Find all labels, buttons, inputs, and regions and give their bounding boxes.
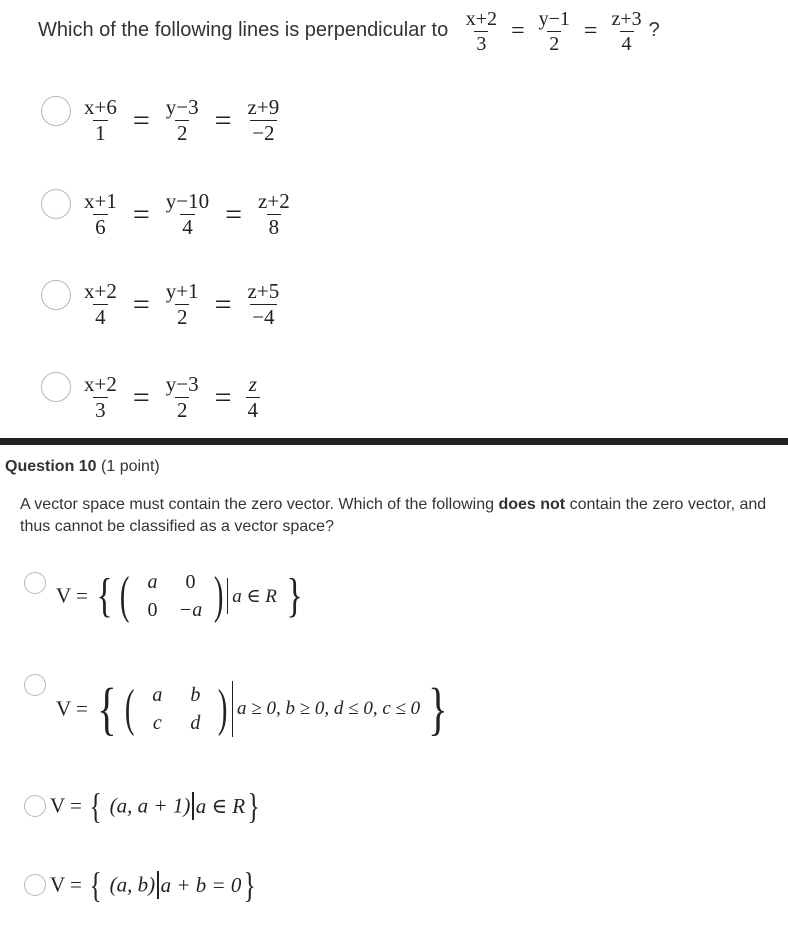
option-4-equation: $\frac{x+2}{3}$ = $\frac{y-3}{2}$ = $\frac{z}{4}$ (84, 372, 259, 422)
q10-option-3-radio[interactable] (24, 795, 46, 817)
q10-option-1-radio[interactable] (24, 572, 46, 594)
question-10-text: A vector space must contain the zero vector. Which of the following does not contain the zero vector, and thus cannot be classified as a vector space? (20, 496, 767, 535)
equals-sign: = (583, 18, 598, 45)
equation-term-z: $\frac{z+3}{4}$ (611, 7, 642, 55)
option-1-radio[interactable] (41, 96, 71, 126)
q10-option-2-math: V = { ( a b c d ) a ≥ 0, b ≥ 0, d ≤ 0, c ≤ 0 } (56, 676, 448, 741)
q10-option-4-math: V = { (a, b) a + b = 0} (50, 865, 257, 905)
question-10-header (5, 458, 160, 476)
option-3-radio[interactable] (41, 280, 71, 310)
equals-sign: = (511, 18, 525, 45)
q10-option-2-radio[interactable] (24, 674, 46, 696)
question-title: Question 10 (5, 458, 97, 475)
option-4-radio[interactable] (41, 372, 71, 402)
equation-term-x: $\frac{x+2}{3}$ (465, 7, 498, 55)
q10-option-1-math: V = { ( a 0 0 −a ) a ∈ R } (56, 567, 303, 624)
option-1-equation: $\frac{x+6}{1}$ = $\frac{y-3}{2}$ = $\frac{z+9}{-2}$ (84, 95, 280, 145)
matrix-1: a 0 0 −a (147, 571, 203, 621)
option-2-radio[interactable] (41, 189, 71, 219)
q10-option-4-radio[interactable] (24, 874, 46, 896)
emphasis-does-not: does not (498, 496, 566, 513)
option-3-equation: $\frac{x+2}{4}$ = $\frac{y+1}{2}$ = $\frac{z+5}{-4}$ (84, 279, 280, 329)
q10-option-3-math: V = { (a, a + 1) a ∈ R} (50, 786, 260, 826)
question-divider (0, 438, 788, 445)
question-points: (1 point) (101, 458, 160, 475)
equation-term-y: $\frac{y-1}{2}$ (538, 7, 570, 55)
question-mark: ? (648, 19, 660, 41)
option-2-equation: $\frac{x+1}{6}$ = $\frac{y-10}{4}$ = $\frac{z+2}{8}$ (84, 189, 290, 239)
matrix-2: a b c d (152, 684, 201, 734)
question-prompt (38, 8, 660, 54)
question-prompt-text: Which of the following lines is perpendicular to (38, 19, 449, 41)
